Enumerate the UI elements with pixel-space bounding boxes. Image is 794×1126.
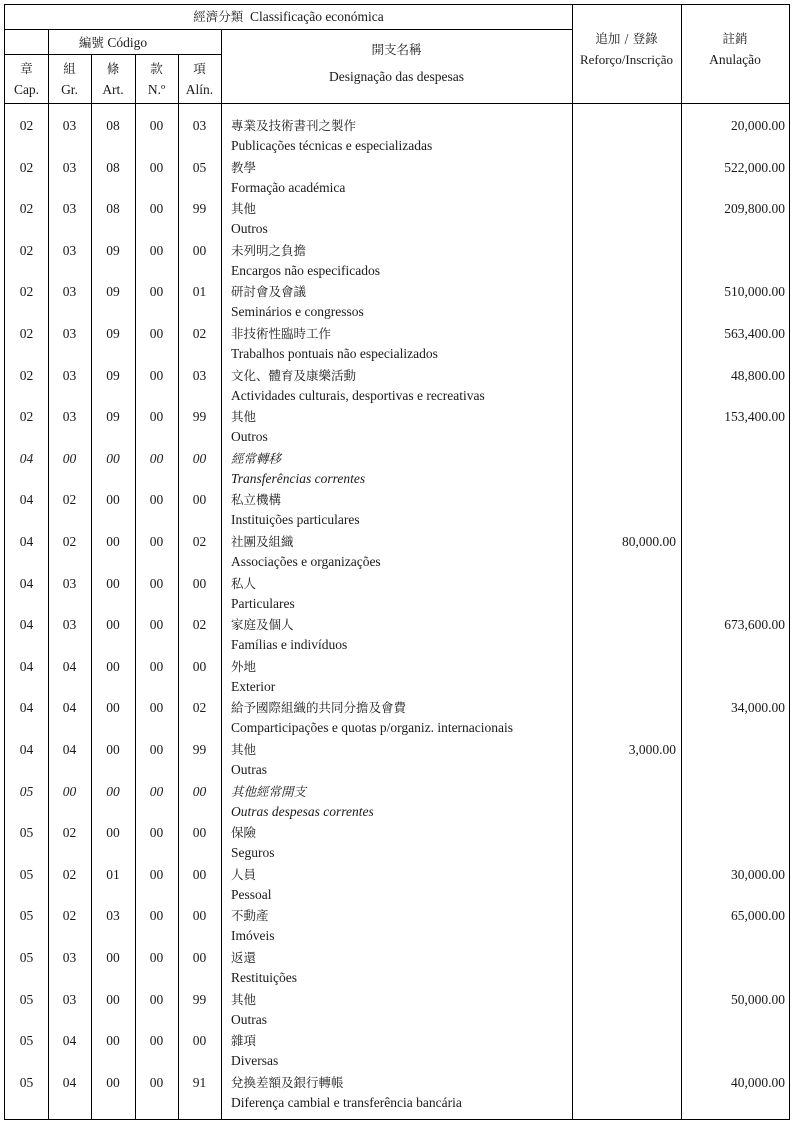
- anulacao-amount: 673,600.00: [724, 617, 785, 632]
- designation-cell: [231, 1033, 278, 1069]
- code-no-cell: 00: [149, 451, 164, 466]
- designation-zh: 教學: [231, 160, 257, 175]
- designation-cell: [231, 992, 267, 1028]
- code-cap-cell: 02: [19, 326, 34, 341]
- col-gr-pt: Gr.: [61, 82, 78, 97]
- code-no-cell: 00: [149, 825, 164, 840]
- code-cap-cell: 02: [19, 160, 34, 175]
- code-no-cell: 00: [149, 118, 164, 133]
- designation-pt: Seminários e congressos: [231, 304, 364, 319]
- code-no-cell: 00: [149, 992, 164, 1007]
- code-gr-cell: 03: [62, 368, 77, 383]
- code-alin-cell: 00: [192, 867, 207, 882]
- col-art-zh: 條: [106, 61, 120, 76]
- code-art-cell: 00: [106, 950, 120, 965]
- code-no-cell: 00: [149, 742, 164, 757]
- code-alin-cell: 00: [192, 908, 207, 923]
- code-cap-cell: 04: [19, 700, 34, 715]
- code-pt: Código: [107, 35, 148, 50]
- code-art-cell: 08: [106, 201, 120, 216]
- designation-cell: [231, 950, 297, 986]
- code-gr-cell: 04: [62, 1075, 77, 1090]
- reforco-amount: 80,000.00: [622, 534, 676, 549]
- anulacao-amount: 209,800.00: [724, 201, 785, 216]
- code-art-cell: 00: [106, 576, 120, 591]
- code-gr-cell: 02: [62, 534, 77, 549]
- code-cap-cell: 05: [19, 908, 34, 923]
- col-cap-zh: 章: [20, 61, 33, 76]
- code-no-cell: 00: [149, 326, 164, 341]
- code-gr-cell: 00: [62, 784, 77, 799]
- code-gr-cell: 03: [62, 284, 77, 299]
- code-cap-cell: 05: [19, 1033, 34, 1048]
- code-gr-cell: 02: [62, 492, 77, 507]
- col-gr-zh: 組: [63, 61, 76, 76]
- code-art-cell: 00: [106, 742, 120, 757]
- code-alin-cell: 00: [192, 451, 207, 466]
- code-art-cell: 01: [106, 867, 120, 882]
- anulacao-amount: 48,800.00: [731, 368, 785, 383]
- designation-cell: [231, 867, 272, 903]
- code-gr-cell: 02: [62, 825, 77, 840]
- designation-pt: Actividades culturais, desportivas e recreativas: [231, 388, 485, 403]
- designation-pt: Associações e organizações: [231, 554, 381, 569]
- col-no-zh: 款: [150, 61, 163, 76]
- code-cap-cell: 05: [19, 950, 34, 965]
- code-gr-cell: 03: [62, 617, 77, 632]
- designation-pt: Particulares: [231, 596, 295, 611]
- code-gr-cell: 00: [62, 451, 77, 466]
- designation-zh: 非技術性臨時工作: [231, 326, 332, 341]
- designation-zh: 返還: [231, 950, 257, 965]
- designation-zh: 保險: [231, 825, 257, 840]
- row-divider: [5, 54, 221, 55]
- code-art-cell: 00: [106, 492, 120, 507]
- anulacao-amount: 563,400.00: [724, 326, 785, 341]
- designation-cell: [231, 576, 295, 612]
- code-no-cell: 00: [149, 534, 164, 549]
- code-cap-cell: 02: [19, 284, 34, 299]
- designation-cell: [231, 284, 364, 320]
- anulacao-amount: 522,000.00: [724, 160, 785, 175]
- designation-zh: 兌換差額及銀行轉帳: [231, 1075, 344, 1090]
- designation-pt: Restituições: [231, 970, 297, 985]
- anulacao-amount: 40,000.00: [731, 1075, 785, 1090]
- designation-cell: [231, 825, 275, 861]
- col-alin-zh: 項: [193, 61, 206, 76]
- code-art-cell: 08: [106, 118, 120, 133]
- code-cap-cell: 05: [19, 867, 34, 882]
- designation-pt: Formação académica: [231, 180, 346, 195]
- designation-zh: 不動產: [231, 908, 269, 923]
- designation-cell: [231, 368, 485, 404]
- anulacao-amount: 153,400.00: [724, 409, 785, 424]
- designation-pt: Trabalhos pontuais não especializados: [231, 346, 438, 361]
- designation-cell: [231, 908, 275, 944]
- designation-zh: 人員: [231, 867, 257, 882]
- code-gr-cell: 02: [62, 867, 77, 882]
- anulacao-amount: 30,000.00: [731, 867, 785, 882]
- code-cap-cell: 05: [19, 992, 34, 1007]
- designation-pt: Diferença cambial e transferência bancária: [231, 1095, 462, 1110]
- designation-zh: 私人: [231, 576, 257, 591]
- designation-zh: 專業及技術書刊之製作: [231, 118, 357, 133]
- reforco-pt: Reforço/Inscrição: [579, 52, 674, 67]
- code-art-cell: 00: [106, 1075, 120, 1090]
- code-cap-cell: 04: [19, 742, 34, 757]
- code-art-cell: 00: [106, 617, 120, 632]
- designation-zh: 其他: [231, 409, 257, 424]
- header-divider: [5, 103, 789, 104]
- code-gr-cell: 03: [62, 160, 77, 175]
- designation-pt: Imóveis: [231, 928, 275, 943]
- code-cap-cell: 05: [19, 784, 34, 799]
- col-divider: [572, 5, 573, 1119]
- code-gr-cell: 04: [62, 659, 77, 674]
- code-alin-cell: 03: [192, 118, 207, 133]
- code-no-cell: 00: [149, 284, 164, 299]
- designation-cell: [231, 451, 365, 487]
- col-alin-pt: Alín.: [185, 82, 214, 97]
- designation-pt: Outros: [231, 221, 268, 236]
- code-cap-cell: 02: [19, 201, 34, 216]
- code-gr-cell: 03: [62, 992, 77, 1007]
- code-alin-cell: 02: [192, 617, 207, 632]
- code-art-cell: 00: [106, 534, 120, 549]
- code-no-cell: 00: [149, 1075, 164, 1090]
- code-alin-cell: 99: [192, 201, 207, 216]
- anulacao-amount: 20,000.00: [731, 118, 785, 133]
- code-cap-cell: 04: [19, 451, 34, 466]
- code-art-cell: 08: [106, 160, 120, 175]
- code-no-cell: 00: [149, 659, 164, 674]
- designation-zh: 其他: [231, 201, 257, 216]
- code-no-cell: 00: [149, 617, 164, 632]
- code-art-cell: 00: [106, 700, 120, 715]
- code-gr-cell: 03: [62, 576, 77, 591]
- code-no-cell: 00: [149, 409, 164, 424]
- code-no-cell: 00: [149, 201, 164, 216]
- code-alin-cell: 99: [192, 992, 207, 1007]
- designation-pt: Seguros: [231, 845, 275, 860]
- code-cap-cell: 05: [19, 825, 34, 840]
- designation-zh: 經常轉移: [231, 451, 282, 466]
- designation-pt: Outras despesas correntes: [231, 804, 374, 819]
- code-alin-cell: 99: [192, 742, 207, 757]
- designation-zh: 其他經常開支: [231, 784, 307, 799]
- designation-cell: [231, 534, 381, 570]
- designation-cell: [231, 742, 267, 778]
- designation-zh: 其他: [231, 992, 257, 1007]
- code-alin-cell: 01: [192, 284, 207, 299]
- code-gr-cell: 03: [62, 243, 77, 258]
- designation-pt: Famílias e indivíduos: [231, 637, 348, 652]
- designation-pt: Pessoal: [231, 887, 272, 902]
- code-art-cell: 03: [106, 908, 120, 923]
- code-alin-cell: 00: [192, 492, 207, 507]
- code-zh: 編號: [78, 35, 104, 50]
- code-art-cell: 09: [106, 326, 120, 341]
- designation-cell: [231, 784, 374, 820]
- code-alin-cell: 02: [192, 534, 207, 549]
- code-alin-cell: 00: [192, 825, 207, 840]
- code-art-cell: 00: [106, 825, 120, 840]
- code-gr-cell: 03: [62, 326, 77, 341]
- code-cap-cell: 04: [19, 617, 34, 632]
- code-no-cell: 00: [149, 1033, 164, 1048]
- econ-class-heading: [5, 9, 572, 25]
- designation-cell: [231, 326, 438, 362]
- econ-class-zh: 經濟分類: [193, 9, 244, 24]
- code-gr-cell: 03: [62, 201, 77, 216]
- code-alin-cell: 91: [192, 1075, 207, 1090]
- code-gr-cell: 03: [62, 950, 77, 965]
- designation-cell: [231, 700, 513, 736]
- col-divider: [221, 29, 222, 1119]
- reforco-zh: 追加 / 登錄: [595, 31, 658, 46]
- designation-cell: [231, 118, 432, 154]
- code-art-cell: 00: [106, 992, 120, 1007]
- code-no-cell: 00: [149, 243, 164, 258]
- code-art-cell: 09: [106, 368, 120, 383]
- budget-table: [4, 4, 790, 1120]
- code-alin-cell: 00: [192, 243, 207, 258]
- code-alin-cell: 00: [192, 784, 207, 799]
- code-gr-cell: 04: [62, 742, 77, 757]
- code-no-cell: 00: [149, 784, 164, 799]
- code-art-cell: 00: [106, 1033, 120, 1048]
- designation-zh: 文化、體育及康樂活動: [231, 368, 357, 383]
- anulacao-amount: 34,000.00: [731, 700, 785, 715]
- designation-zh: 未列明之負擔: [231, 243, 307, 258]
- designation-cell: [231, 160, 345, 196]
- econ-class-pt: Classificação económica: [249, 9, 384, 24]
- designation-zh: 開支名稱: [371, 42, 422, 57]
- designation-zh: 家庭及個人: [231, 617, 294, 632]
- code-art-cell: 00: [106, 659, 120, 674]
- code-art-cell: 00: [106, 784, 120, 799]
- designation-pt: Comparticipações e quotas p/organiz. internacionais: [231, 720, 514, 735]
- code-no-cell: 00: [149, 908, 164, 923]
- code-cap-cell: 04: [19, 492, 34, 507]
- designation-zh: 其他: [231, 742, 257, 757]
- code-cap-cell: 04: [19, 534, 34, 549]
- col-divider: [681, 5, 682, 1119]
- code-alin-cell: 00: [192, 659, 207, 674]
- designation-cell: [231, 617, 347, 653]
- code-alin-cell: 00: [192, 950, 207, 965]
- code-cap-cell: 02: [19, 409, 34, 424]
- designation-cell: [231, 243, 380, 279]
- designation-cell: [231, 492, 360, 528]
- code-no-cell: 00: [149, 700, 164, 715]
- code-art-cell: 09: [106, 243, 120, 258]
- code-no-cell: 00: [149, 950, 164, 965]
- col-art-pt: Art.: [102, 82, 124, 97]
- code-alin-cell: 99: [192, 409, 207, 424]
- designation-pt: Transferências correntes: [231, 471, 366, 486]
- code-alin-cell: 02: [192, 700, 207, 715]
- code-no-cell: 00: [149, 368, 164, 383]
- code-gr-cell: 04: [62, 1033, 77, 1048]
- code-cap-cell: 04: [19, 576, 34, 591]
- designation-zh: 雜項: [231, 1033, 257, 1048]
- code-art-cell: 09: [106, 284, 120, 299]
- anulacao-zh: 註銷: [722, 31, 748, 46]
- code-no-cell: 00: [149, 160, 164, 175]
- reforco-amount: 3,000.00: [628, 742, 676, 757]
- designation-pt: Designação das despesas: [329, 69, 464, 84]
- designation-pt: Exterior: [231, 679, 276, 694]
- code-cap-cell: 02: [19, 118, 34, 133]
- code-art-cell: 00: [106, 451, 120, 466]
- anulacao-pt: Anulação: [709, 52, 761, 67]
- anulacao-amount: 65,000.00: [731, 908, 785, 923]
- code-alin-cell: 03: [192, 368, 207, 383]
- row-divider: [5, 29, 572, 30]
- col-divider: [91, 54, 92, 1119]
- designation-pt: Outras: [231, 762, 267, 777]
- anulacao-amount: 510,000.00: [724, 284, 785, 299]
- designation-zh: 外地: [231, 659, 257, 674]
- code-gr-cell: 03: [62, 409, 77, 424]
- anulacao-amount: 50,000.00: [731, 992, 785, 1007]
- designation-pt: Instituições particulares: [231, 512, 360, 527]
- designation-zh: 給予國際組織的共同分擔及會費: [231, 700, 407, 715]
- designation-cell: [231, 409, 268, 445]
- code-art-cell: 09: [106, 409, 120, 424]
- code-cap-cell: 02: [19, 243, 34, 258]
- designation-cell: [231, 201, 268, 237]
- designation-zh: 社團及組織: [231, 534, 294, 549]
- designation-pt: Diversas: [231, 1053, 279, 1068]
- code-heading: [5, 35, 221, 51]
- designation-pt: Encargos não especificados: [231, 263, 380, 278]
- designation-zh: 研討會及會議: [231, 284, 307, 299]
- code-gr-cell: 02: [62, 908, 77, 923]
- code-no-cell: 00: [149, 576, 164, 591]
- code-gr-cell: 03: [62, 118, 77, 133]
- code-alin-cell: 02: [192, 326, 207, 341]
- designation-pt: Outras: [231, 1012, 267, 1027]
- designation-pt: Publicações técnicas e especializadas: [231, 138, 433, 153]
- designation-cell: [231, 1075, 462, 1111]
- code-cap-cell: 02: [19, 368, 34, 383]
- col-cap-pt: Cap.: [13, 82, 40, 97]
- code-alin-cell: 00: [192, 1033, 207, 1048]
- code-no-cell: 00: [149, 492, 164, 507]
- designation-zh: 私立機構: [231, 492, 282, 507]
- code-no-cell: 00: [149, 867, 164, 882]
- code-cap-cell: 04: [19, 659, 34, 674]
- code-cap-cell: 05: [19, 1075, 34, 1090]
- code-alin-cell: 00: [192, 576, 207, 591]
- code-gr-cell: 04: [62, 700, 77, 715]
- code-alin-cell: 05: [192, 160, 207, 175]
- designation-pt: Outros: [231, 429, 268, 444]
- col-no-pt: N.º: [147, 82, 166, 97]
- designation-cell: [231, 659, 275, 695]
